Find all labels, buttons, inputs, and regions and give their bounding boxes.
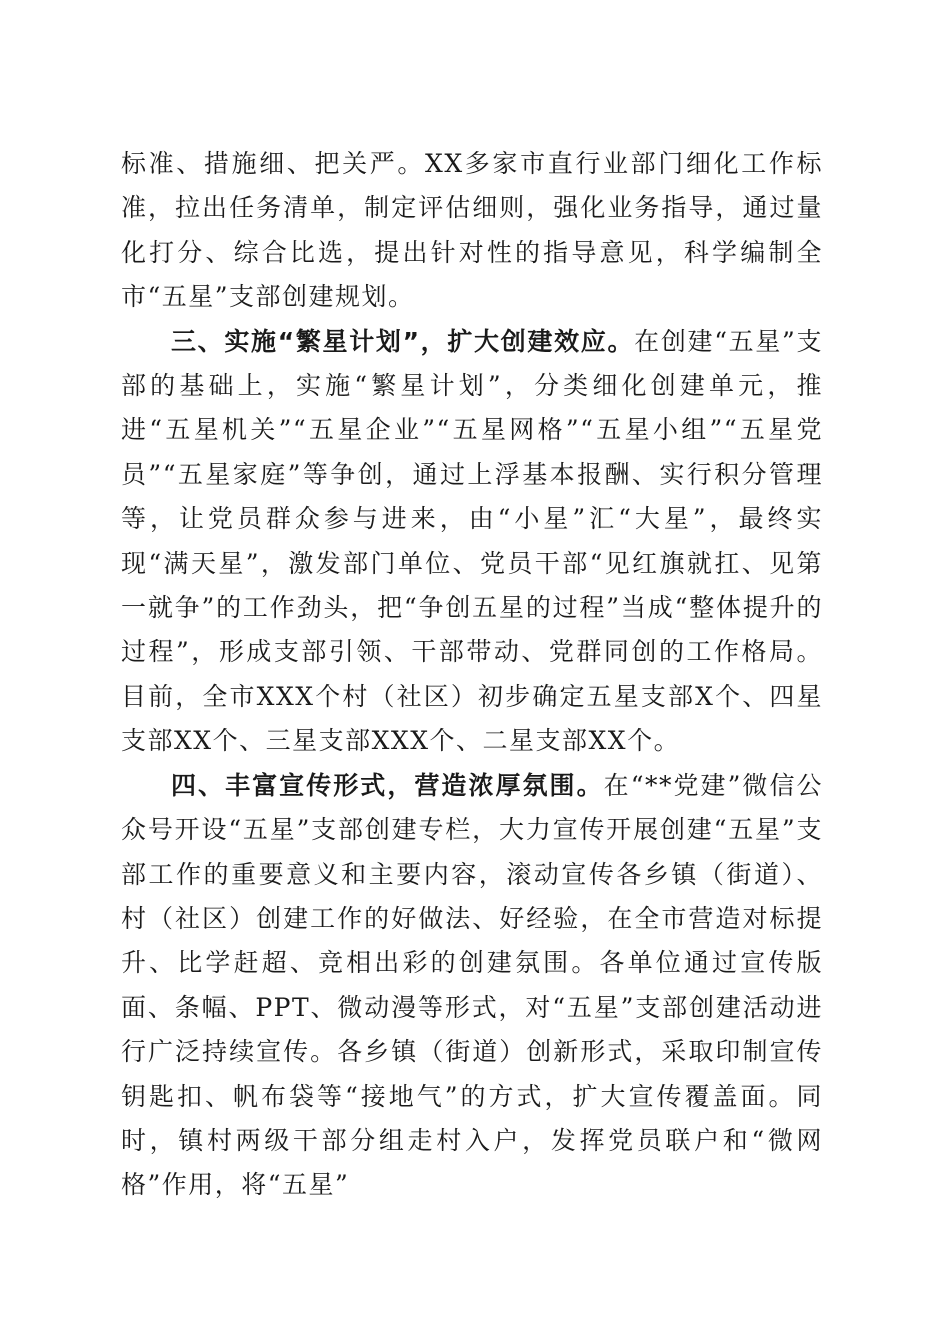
paragraph-text: 在“**党建”微信公众号开设“五星”支部创建专栏，大力宣传开展创建“五星”支部工作的重要意义和主要内容，滚动宣传各乡镇（街道）、村（社区）创建工作的好做法、好经验，在全市营造对标提升、比学赶超、竞相出彩的创建氛围。各单位通过宣传版面、条幅、PPT、微动漫等形式，对“五星”支部创建活动进行广泛持续宣传。各乡镇（街道）创新形式，采取印制宣传钥匙扣、帆布袋等“接地气”的方式，扩大宣传覆盖面。同时，镇村两级干部分组走村入户，发挥党员联户和“微网格”作用，将“五星”	[121, 770, 823, 1200]
paragraph-section-three	[121, 320, 823, 764]
paragraph-text: 标准、措施细、把关严。XX多家市直行业部门细化工作标准，拉出任务清单，制定评估细则，强化业务指导，通过量化打分、综合比选，提出针对性的指导意见，科学编制全市“五星”支部创建规划。	[121, 149, 823, 312]
paragraph-continuation	[121, 142, 823, 320]
document-body	[121, 142, 823, 1208]
paragraph-section-four	[121, 764, 823, 1208]
section-heading-three: 三、实施“繁星计划”，扩大创建效应。	[171, 326, 635, 356]
section-heading-four: 四、丰富宣传形式，营造浓厚氛围。	[171, 770, 604, 800]
paragraph-text: 在创建“五星”支部的基础上，实施“繁星计划”，分类细化创建单元，推进“五星机关”“五星企业”“五星网格”“五星小组”“五星党员”“五星家庭”等争创，通过上浮基本报酬、实行积分管理等，让党员群众参与进来，由“小星”汇“大星”，最终实现“满天星”，激发部门单位、党员干部“见红旗就扛、见第一就争”的工作劲头，把“争创五星的过程”当成“整体提升的过程”，形成支部引领、干部带动、党群同创的工作格局。目前，全市XXX个村（社区）初步确定五星支部X个、四星支部XX个、三星支部XXX个、二星支部XX个。	[121, 326, 823, 756]
